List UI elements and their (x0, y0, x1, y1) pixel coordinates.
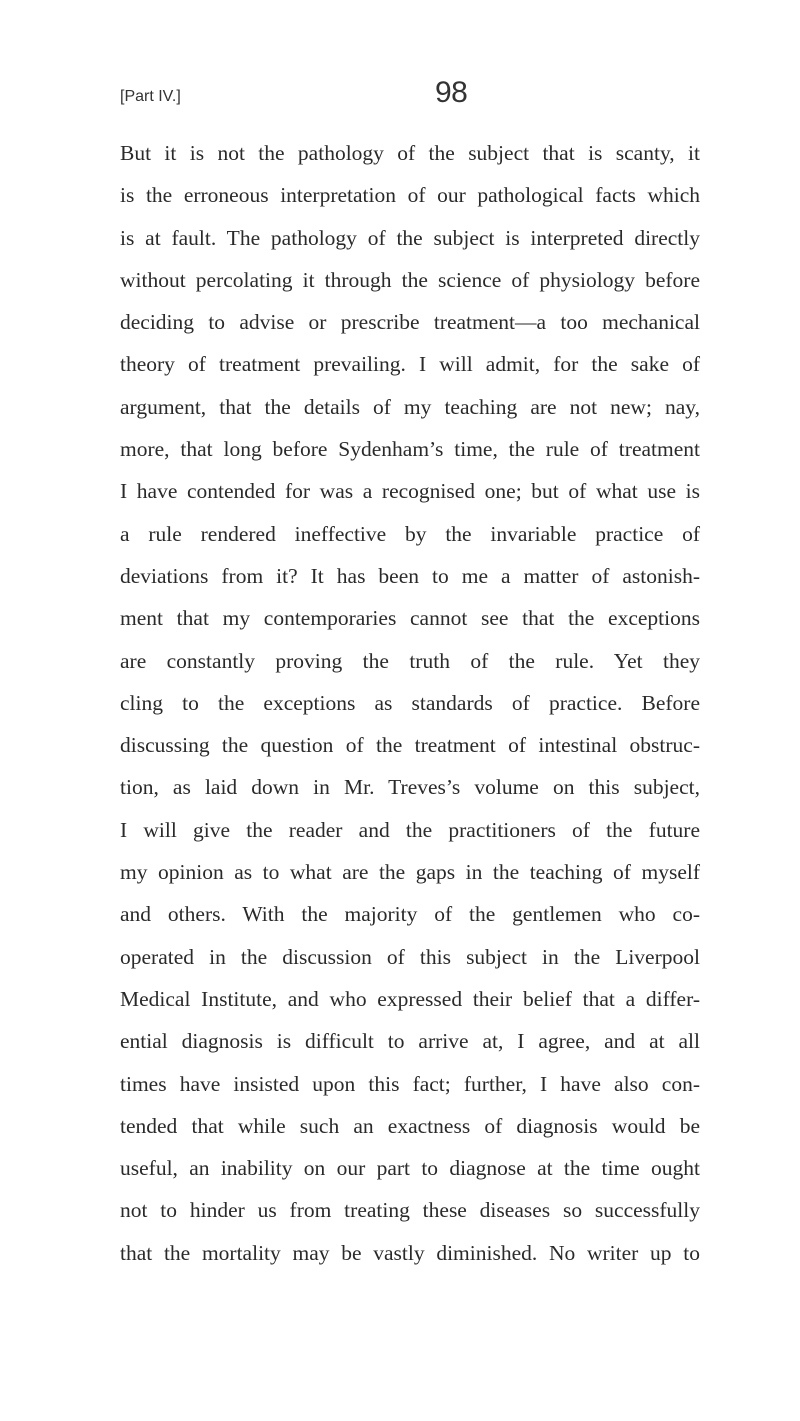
text-line: is the erroneous interpretation of our pathological facts which (120, 183, 700, 208)
text-line: tion, as laid down in Mr. Treves’s volume on this subject, (120, 775, 700, 800)
text-line: I have contended for was a recognised one; but of what use is (120, 479, 700, 504)
text-line: without percolating it through the science of physiology before (120, 267, 700, 292)
part-label: [Part IV.] (120, 88, 181, 105)
page-number: 98 (435, 76, 468, 109)
text-line: that the mortality may be vastly diminished. No writer up to (120, 1240, 700, 1265)
page-header (120, 70, 700, 120)
text-line: discussing the question of the treatment of intestinal obstruc- (120, 733, 700, 758)
text-line: more, that long before Sydenham’s time, the rule of treatment (120, 437, 700, 462)
text-line: times have insisted upon this fact; further, I have also con- (120, 1071, 700, 1096)
text-line: ential diagnosis is difficult to arrive at, I agree, and at all (120, 1029, 700, 1054)
text-line: are constantly proving the truth of the rule. Yet they (120, 648, 700, 673)
body-paragraph (120, 132, 700, 1274)
text-line: a rule rendered ineffective by the invariable practice of (120, 521, 700, 546)
text-line: useful, an inability on our part to diagnose at the time ought (120, 1156, 700, 1181)
text-line: is at fault. The pathology of the subject is interpreted directly (120, 225, 700, 250)
text-line: deciding to advise or prescribe treatment—a too mechanical (120, 310, 700, 335)
text-line: But it is not the pathology of the subject that is scanty, it (120, 141, 700, 165)
text-line: tended that while such an exactness of diagnosis would be (120, 1113, 700, 1138)
text-line: theory of treatment prevailing. I will admit, for the sake of (120, 352, 700, 377)
text-line: I will give the reader and the practitioners of the future (120, 817, 700, 842)
text-line: Medical Institute, and who expressed their belief that a differ- (120, 986, 700, 1011)
text-line: my opinion as to what are the gaps in the teaching of myself (120, 860, 700, 885)
text-line: argument, that the details of my teaching are not new; nay, (120, 394, 700, 419)
text-line: deviations from it? It has been to me a matter of astonish- (120, 563, 700, 588)
text-line: not to hinder us from treating these diseases so successfully (120, 1198, 700, 1223)
text-line: and others. With the majority of the gentlemen who co- (120, 902, 700, 927)
text-line: ment that my contemporaries cannot see that the exceptions (120, 606, 700, 631)
text-line: cling to the exceptions as standards of practice. Before (120, 690, 700, 715)
text-line: operated in the discussion of this subject in the Liverpool (120, 944, 700, 969)
